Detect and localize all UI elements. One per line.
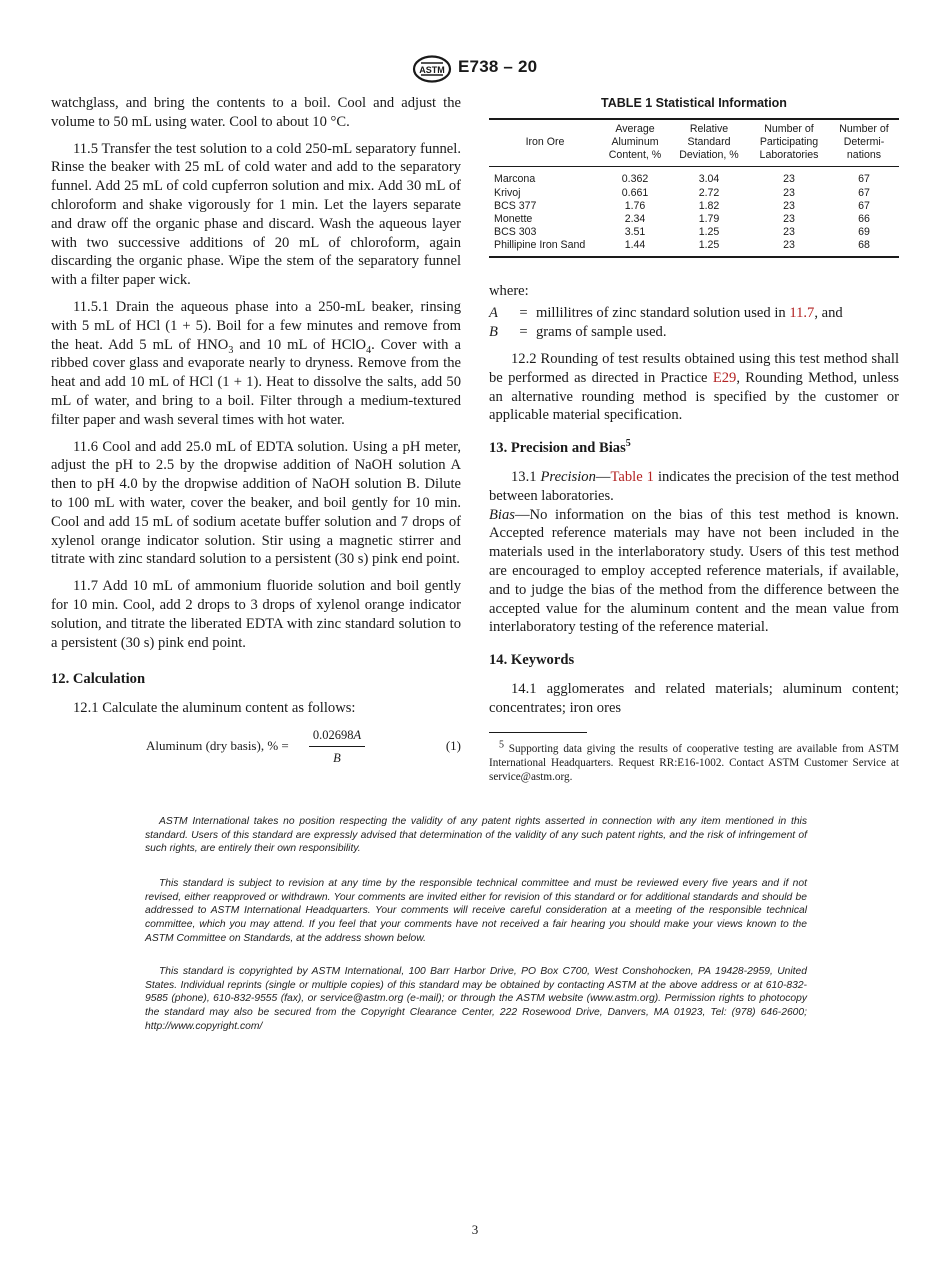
svg-text:ASTM: ASTM <box>419 65 445 75</box>
statistical-table <box>489 94 899 258</box>
left-column <box>51 94 461 770</box>
paragraph-12-1: 12.1 Calculate the aluminum content as follows: <box>73 700 356 717</box>
col-header: Iron Ore <box>525 136 565 148</box>
table-row: Phillipine Iron Sand 1.44 1.25 23 68 <box>489 239 899 256</box>
equation-denominator: B <box>333 750 341 765</box>
footnote-divider <box>489 732 587 733</box>
paragraph-11-7: 11.7 Add 10 mL of ammonium fluoride solution and boil gently for 10 min. Cool, add 2 drops to 3 drops of xylenol orange indicator solution, and titrate the liberated EDTA with zinc standard solution to a persistent (30 s) pink end point. <box>51 578 461 651</box>
table-header-row <box>489 119 899 167</box>
col-header: Number of Participating Laboratories <box>759 122 819 162</box>
paragraph-12-2: 12.2 Rounding of test results obtained using this test method shall be performed as directed in Practice E29, Rounding Method, unless an alternative rounding method is specified by the customer or applicable material specification. <box>489 351 899 424</box>
paragraph-11-6: 11.6 Cool and add 25.0 mL of EDTA solution. Using a pH meter, adjust the pH to 2.5 by the dropwise addition of NaOH solution A then to pH 4.0 by the dropwise addition of NaOH solution B. Dilute to 100 mL with water, cover the beaker, and boil gently for 10 min. Cool and add 15 mL of sodium acetate buffer solution and 7 drops of xylenol orange indicator solution. Stir using a magnetic stirrer and titrate with zinc standard solution to a persistent (30 s) pink end point. <box>51 438 461 568</box>
paragraph-11-5-1: 11.5.1 Drain the aqueous phase into a 250-mL beaker, rinsing with 5 mL of HCl (1 + 5). Boil for a few minutes and remove from the heat. Add 5 mL of $HNO_3$ and 10 mL of HClO$_4$. Cover with a ribbed cover glass and evaporate nearly to dryness. Remove from the heat and add 10 mL of HCl (1 + 1). Heat to dissolve the salts, add 50 mL of water, and bring to a boil. Filter through a medium-textured filter paper and wash several times with hot water. <box>51 298 461 428</box>
col-header: Number of Determi- nations <box>839 122 889 162</box>
link-table-1[interactable]: Table 1 <box>610 469 654 485</box>
equation-number: (1) <box>445 737 461 753</box>
paragraph-bias: Bias—No information on the bias of this test method is known. Accepted reference materials may have not been included in the materials used in the interlaboratory study. Users of this test method are encouraged to employ accepted reference materials, if available, and to judge the bias of the method from the difference between the accepted value for the aluminum content and the mean value from interlaboratory testing of the reference material. <box>489 506 899 636</box>
section-heading-13: 13. Precision and Bias$^5$ <box>489 438 631 457</box>
table-row: Marcona 0.362 3.04 23 67 <box>494 173 870 186</box>
link-e29[interactable]: E29 <box>712 369 737 386</box>
right-column <box>489 94 899 784</box>
variable-definition-a: A = millilitres of zinc standard solution used in 11.7, and <box>489 305 843 322</box>
where-label: where: <box>489 282 529 299</box>
table-row: BCS 377 1.76 1.82 23 67 <box>494 199 870 212</box>
section-heading-12: 12. Calculation <box>51 671 146 688</box>
paragraph-continuation: watchglass, and bring the contents to a boil. Cool and adjust the volume to 50 mL using water. Cool to about 10 °C. <box>51 95 461 130</box>
col-header: Average Aluminum Content, % <box>608 122 662 162</box>
document-designation: E738 – 20 <box>458 57 538 76</box>
table-row: BCS 303 3.51 1.25 23 69 <box>494 226 870 239</box>
paragraph-13-1: 13.1 Precision—Table 1 indicates the precision of the test method between laboratories. <box>489 469 900 504</box>
table-row: Monette 2.34 1.79 23 66 <box>494 213 870 226</box>
equation-lhs: Aluminum (dry basis), % = <box>146 737 289 753</box>
table-title: TABLE 1 Statistical Information <box>601 96 787 110</box>
equation-1 <box>51 726 461 764</box>
equation-numerator: 0.02698A <box>309 726 365 747</box>
equation-fraction <box>309 726 365 768</box>
patent-notice: ASTM International takes no position respecting the validity of any patent rights asserted in connection with any item mentioned in this standard. Users of this standard are expressly advised that determination of the validity of any such patent rights, and the risk of infringement of such rights, are entirely their own responsibility. <box>145 816 807 855</box>
revision-notice: This standard is subject to revision at any time by the responsible technical committee and must be reviewed every five years and if not revised, either reapproved or withdrawn. Your comments are invited either for revision of this standard or for additional standards and should be addressed to ASTM International Headquarters. Your comments will receive careful consideration at a meeting of the responsible technical committee, which you may attend. If you feel that your comments have not received a fair hearing you should make your views known to the ASTM Committee on Standards, at the address shown below. <box>145 878 807 944</box>
section-heading-14: 14. Keywords <box>489 652 575 669</box>
link-11-7[interactable]: 11.7 <box>789 305 815 322</box>
paragraph-14-1: 14.1 agglomerates and related materials; aluminum content; concentrates; iron ores <box>489 680 899 716</box>
copyright-notice: This standard is copyrighted by ASTM International, 100 Barr Harbor Drive, PO Box C700, West Conshohocken, PA 19428-2959, United States. Individual reprints (single or multiple copies) of this standard may be obtained by contacting ASTM at the above address or at 610-832-9585 (phone), 610-832-9555 (fax), or service@astm.org (e-mail); or through the ASTM website (www.astm.org). Permission rights to photocopy the standard may also be secured from the Copyright Clearance Center, 222 Rosewood Drive, Danvers, MA 01923, Tel: (978) 646-2600; http://www.copyright.com/ <box>145 966 807 1032</box>
footnote-5: $^5$ Supporting data giving the results of cooperative testing are available from ASTM International Headquarters. Request RR:E16-1002. Contact ASTM Customer Service at service@astm.org. <box>489 738 899 783</box>
page-number: 3 <box>471 1222 479 1237</box>
table-row: Krivoj 0.661 2.72 23 67 <box>494 186 870 199</box>
paragraph-11-5: 11.5 Transfer the test solution to a cold 250-mL separatory funnel. Rinse the beaker with 25 mL of cold water and add to the separatory funnel. Add 25 mL of cold cupferron solution and mix. Add 30 mL of chloroform and shake vigorously for 1 min. Let the layers separate and draw off the organic phase and discard. Wash the aqueous layer with two successive additions of 20 mL of chloroform, again discarding the organic phase. Wipe the stem of the separatory funnel with a filter paper wick. <box>51 140 461 289</box>
astm-logo-icon <box>412 55 452 83</box>
col-header: Relative Standard Deviation, % <box>679 122 739 162</box>
variable-definition-b: B = grams of sample used. <box>489 324 667 341</box>
data-table <box>489 118 899 258</box>
